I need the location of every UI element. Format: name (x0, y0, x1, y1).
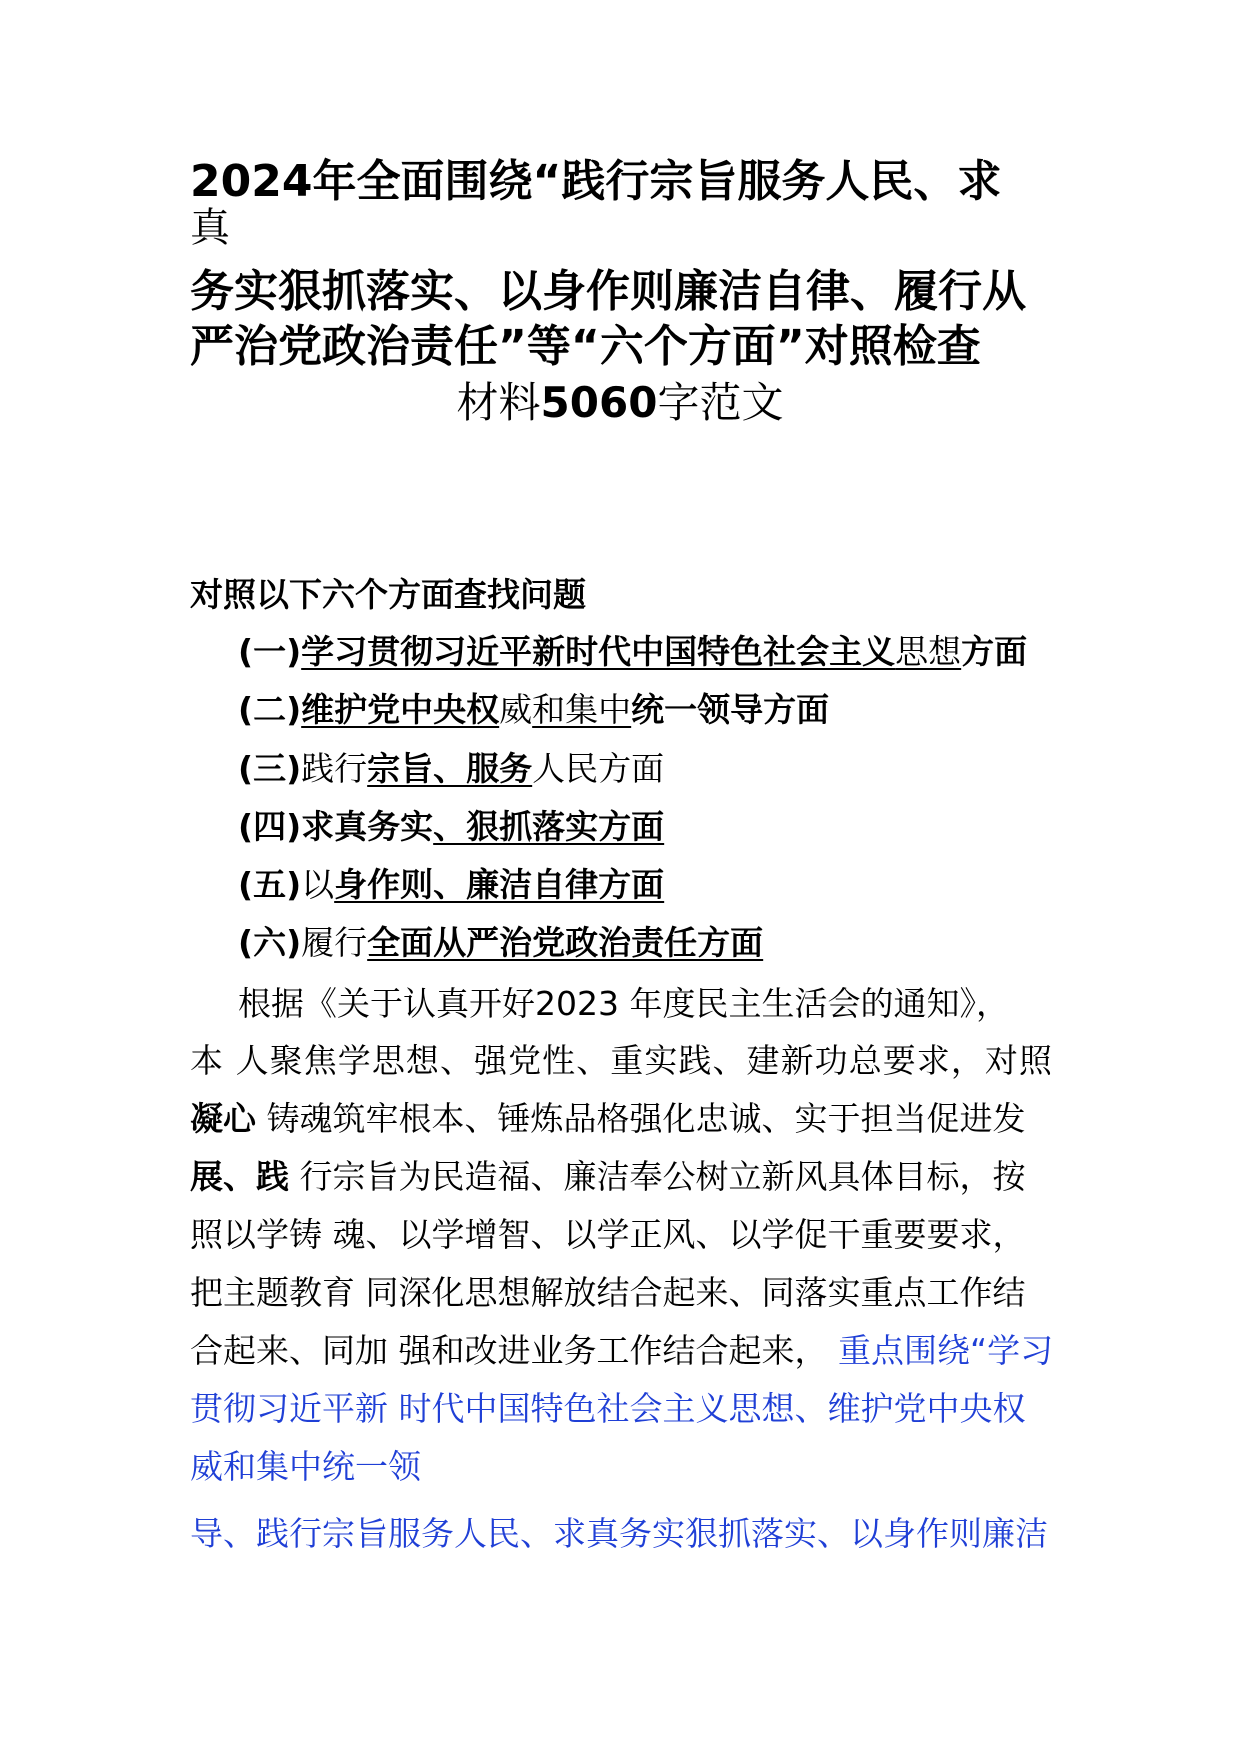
body-line-6: 把主题教育 同深化思想解放结合起来、同落实重点工作结 (190, 1273, 1026, 1312)
body-text: 铸魂筑牢根本、锤炼品格强化忠诚、实于担当促进发 (256, 1099, 1026, 1138)
body-text-highlight: 重点围绕“学习 (827, 1331, 1054, 1370)
item-text: 身作则、廉洁自律方面 (334, 865, 665, 904)
section-heading: 对照以下六个方面查找问题 (190, 575, 586, 614)
body-text: 展、践 (190, 1157, 289, 1196)
aspect-item-1 (238, 632, 1028, 671)
item-number: (五) (238, 865, 302, 904)
item-number: (六) (238, 923, 302, 962)
body-line-10: 导、践行宗旨服务人民、求真务实狠抓落实、以身作则廉洁 (190, 1514, 1048, 1553)
title-line-4-post: 字范文 (657, 378, 784, 427)
item-text: 威 (499, 690, 533, 729)
item-text: 思想 (895, 632, 962, 671)
title-line-4-pre: 材料 (456, 378, 541, 427)
item-number: (三) (238, 749, 302, 788)
item-text: 和集中 (532, 690, 632, 729)
item-number: (一) (238, 632, 302, 671)
title-line-1b: 真 (190, 205, 230, 251)
item-text: 全面从严治党政治责任方面 (367, 923, 764, 962)
body-line-5: 照以学铸 魂、以学增智、以学正风、以学促干重要要求， (190, 1215, 1026, 1254)
item-text: 以 (301, 865, 335, 904)
aspect-item-5 (238, 865, 665, 904)
item-text: 、狠抓落实方面 (433, 807, 665, 846)
aspect-item-2 (238, 690, 830, 729)
body-line-1: 根据《关于认真开好2023 年度民主生活会的通知》， (238, 984, 1009, 1023)
body-text: 行宗旨为民造福、廉洁奉公树立新风具体目标，按 (289, 1157, 1026, 1196)
aspect-item-4 (238, 807, 665, 846)
body-line-7 (190, 1331, 1054, 1370)
body-line-3 (190, 1099, 1052, 1138)
item-text: 宗旨、服务 (367, 749, 533, 788)
body-text: 合起来、同加 强和改进业务工作结合起来， (190, 1331, 828, 1370)
title-line-1: 2024年全面围绕“践行宗旨服务人民、求 (190, 156, 1002, 207)
aspect-item-3 (238, 749, 665, 788)
item-number: (四) (238, 807, 302, 846)
item-text: 践行 (301, 749, 368, 788)
item-text: 维护党中央权 (301, 690, 500, 729)
item-number: (二) (238, 690, 302, 729)
body-line-2: 本 人聚焦学思想、强党性、重实践、建新功总要求，对照 (190, 1041, 1052, 1080)
title-line-4-num: 5060 (540, 378, 658, 427)
item-text: 求真务实 (301, 807, 434, 846)
body-line-8: 贯彻习近平新 时代中国特色社会主义思想、维护党中央权 (190, 1389, 1026, 1428)
aspect-item-6 (238, 923, 764, 962)
body-line-4 (190, 1157, 1052, 1196)
item-text: 履行 (301, 923, 368, 962)
item-text: 学习贯彻习近平新时代中国特色社会主义 (301, 632, 896, 671)
item-text: 统一领导方面 (631, 690, 830, 729)
title-line-4 (0, 378, 1240, 427)
title-line-3: 严治党政治责任”等“六个方面”对照检查 (190, 321, 981, 372)
body-text: 凝心 (190, 1099, 256, 1138)
item-text: 方面 (961, 632, 1028, 671)
title-line-2: 务实狠抓落实、以身作则廉洁自律、履行从 (190, 266, 1026, 317)
item-text: 人民方面 (532, 749, 665, 788)
body-line-9: 威和集中统一领 (190, 1447, 421, 1486)
